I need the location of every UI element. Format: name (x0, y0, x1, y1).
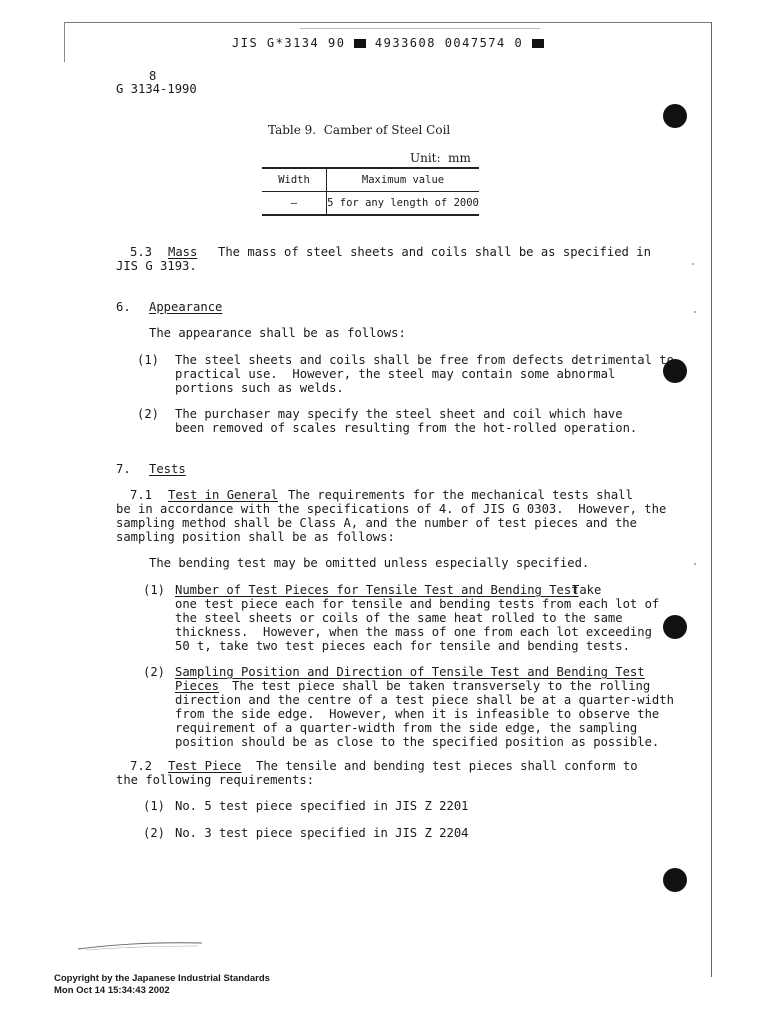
list-item-text: The purchaser may specify the steel sheet and coil which have (175, 407, 623, 421)
section-7-2-title: Test Piece (168, 759, 242, 773)
document-header-code (232, 36, 544, 50)
list-item-number: (1) (143, 799, 166, 813)
section-7-1-text: be in accordance with the specifications of 4. of JIS G 0303. However, the (116, 502, 667, 516)
section-7-title: Tests (149, 462, 186, 476)
list-item-text: thickness. However, when the mass of one from each lot exceeding (175, 625, 652, 639)
scan-top-rule-secondary (300, 28, 540, 29)
section-7-1-number: 7.1 (130, 488, 153, 502)
section-7-2-text: The tensile and bending test pieces shall conform to (256, 759, 638, 773)
section-7-1-text: The requirements for the mechanical tests shall (288, 488, 633, 502)
list-item-text: The test piece shall be taken transversely to the rolling (232, 679, 651, 693)
document-reference: G 3134-1990 (116, 82, 197, 96)
scan-scratch-mark (76, 938, 206, 952)
table-unit: Unit: mm (410, 151, 471, 165)
list-item-text: been removed of scales resulting from the hot-rolled operation. (175, 421, 638, 435)
section-7-number: 7. (116, 462, 131, 476)
section-7-2-text: the following requirements: (116, 773, 315, 787)
header-code-part2: 4933608 0047574 0 (374, 36, 524, 50)
list-item-number: (2) (137, 407, 160, 421)
list-item-number: (1) (137, 353, 160, 367)
section-5-3-number: 5.3 (130, 245, 153, 259)
list-item-text: The steel sheets and coils shall be free from defects detrimental to (175, 353, 674, 367)
table-cell-width: — (262, 192, 327, 216)
list-item-text: position should be as close to the specified position as possible. (175, 735, 660, 749)
list-item-title-cont: Pieces (175, 679, 220, 693)
list-item-text: direction and the centre of a test piece shall be at a quarter-width (175, 693, 674, 707)
list-item-text: from the side edge. However, when it is infeasible to observe the (175, 707, 660, 721)
section-7-2-number: 7.2 (130, 759, 153, 773)
scan-left-rule (64, 22, 65, 62)
scan-top-rule (64, 22, 712, 23)
section-5-3-title: Mass (168, 245, 198, 259)
list-item-text: requirement of a quarter-width from the side edge, the sampling (175, 721, 638, 735)
header-block-mark (532, 39, 544, 48)
header-code-part1: JIS G*3134 90 (232, 36, 346, 50)
list-item-title: Sampling Position and Direction of Tensile Test and Bending Test (175, 665, 645, 679)
camber-table (262, 167, 479, 216)
section-6-intro: The appearance shall be as follows: (149, 326, 406, 340)
footer-copyright: Copyright by the Japanese Industrial Standards (54, 973, 270, 984)
page-number: 8 (149, 69, 157, 83)
table-cell-max: 5 for any length of 2000 (327, 197, 479, 209)
section-7-1-text: sampling method shall be Class A, and the number of test pieces and the (116, 516, 637, 530)
table-header-row (262, 168, 479, 192)
section-6-number: 6. (116, 300, 131, 314)
list-item-text: No. 5 test piece specified in JIS Z 2201 (175, 799, 469, 813)
list-item-text: Take (572, 583, 602, 597)
scan-speck (692, 263, 694, 265)
list-item-text: 50 t, take two test pieces each for tensile and bending tests. (175, 639, 630, 653)
table-header-max: Maximum value (361, 174, 445, 186)
footer-timestamp: Mon Oct 14 15:34:43 2002 (54, 985, 170, 996)
section-7-1-text: sampling position shall be as follows: (116, 530, 395, 544)
table-row (262, 192, 479, 216)
punch-hole (663, 868, 687, 892)
list-item-text: practical use. However, the steel may contain some abnormal (175, 367, 616, 381)
punch-hole (663, 104, 687, 128)
list-item-number: (1) (143, 583, 166, 597)
bending-test-note: The bending test may be omitted unless especially specified. (149, 556, 590, 570)
table-header-width: Width (262, 168, 327, 192)
punch-hole (663, 615, 687, 639)
list-item-text: portions such as welds. (175, 381, 344, 395)
section-5-3-text-cont: JIS G 3193. (116, 259, 197, 273)
section-5-3-text: The mass of steel sheets and coils shall be as specified in (218, 245, 651, 259)
list-item-number: (2) (143, 826, 166, 840)
list-item-text: No. 3 test piece specified in JIS Z 2204 (175, 826, 469, 840)
table-caption: Table 9. Camber of Steel Coil (268, 123, 451, 137)
scan-speck (694, 563, 696, 565)
section-6-title: Appearance (149, 300, 223, 314)
list-item-text: the steel sheets or coils of the same heat rolled to the same (175, 611, 623, 625)
header-block-mark (354, 39, 366, 48)
section-7-1-title: Test in General (168, 488, 279, 502)
scan-speck (694, 311, 696, 313)
list-item-text: one test piece each for tensile and bending tests from each lot of (175, 597, 660, 611)
list-item-number: (2) (143, 665, 166, 679)
scan-right-rule (711, 22, 712, 977)
list-item-title: Number of Test Pieces for Tensile Test and Bending Test (175, 583, 579, 597)
